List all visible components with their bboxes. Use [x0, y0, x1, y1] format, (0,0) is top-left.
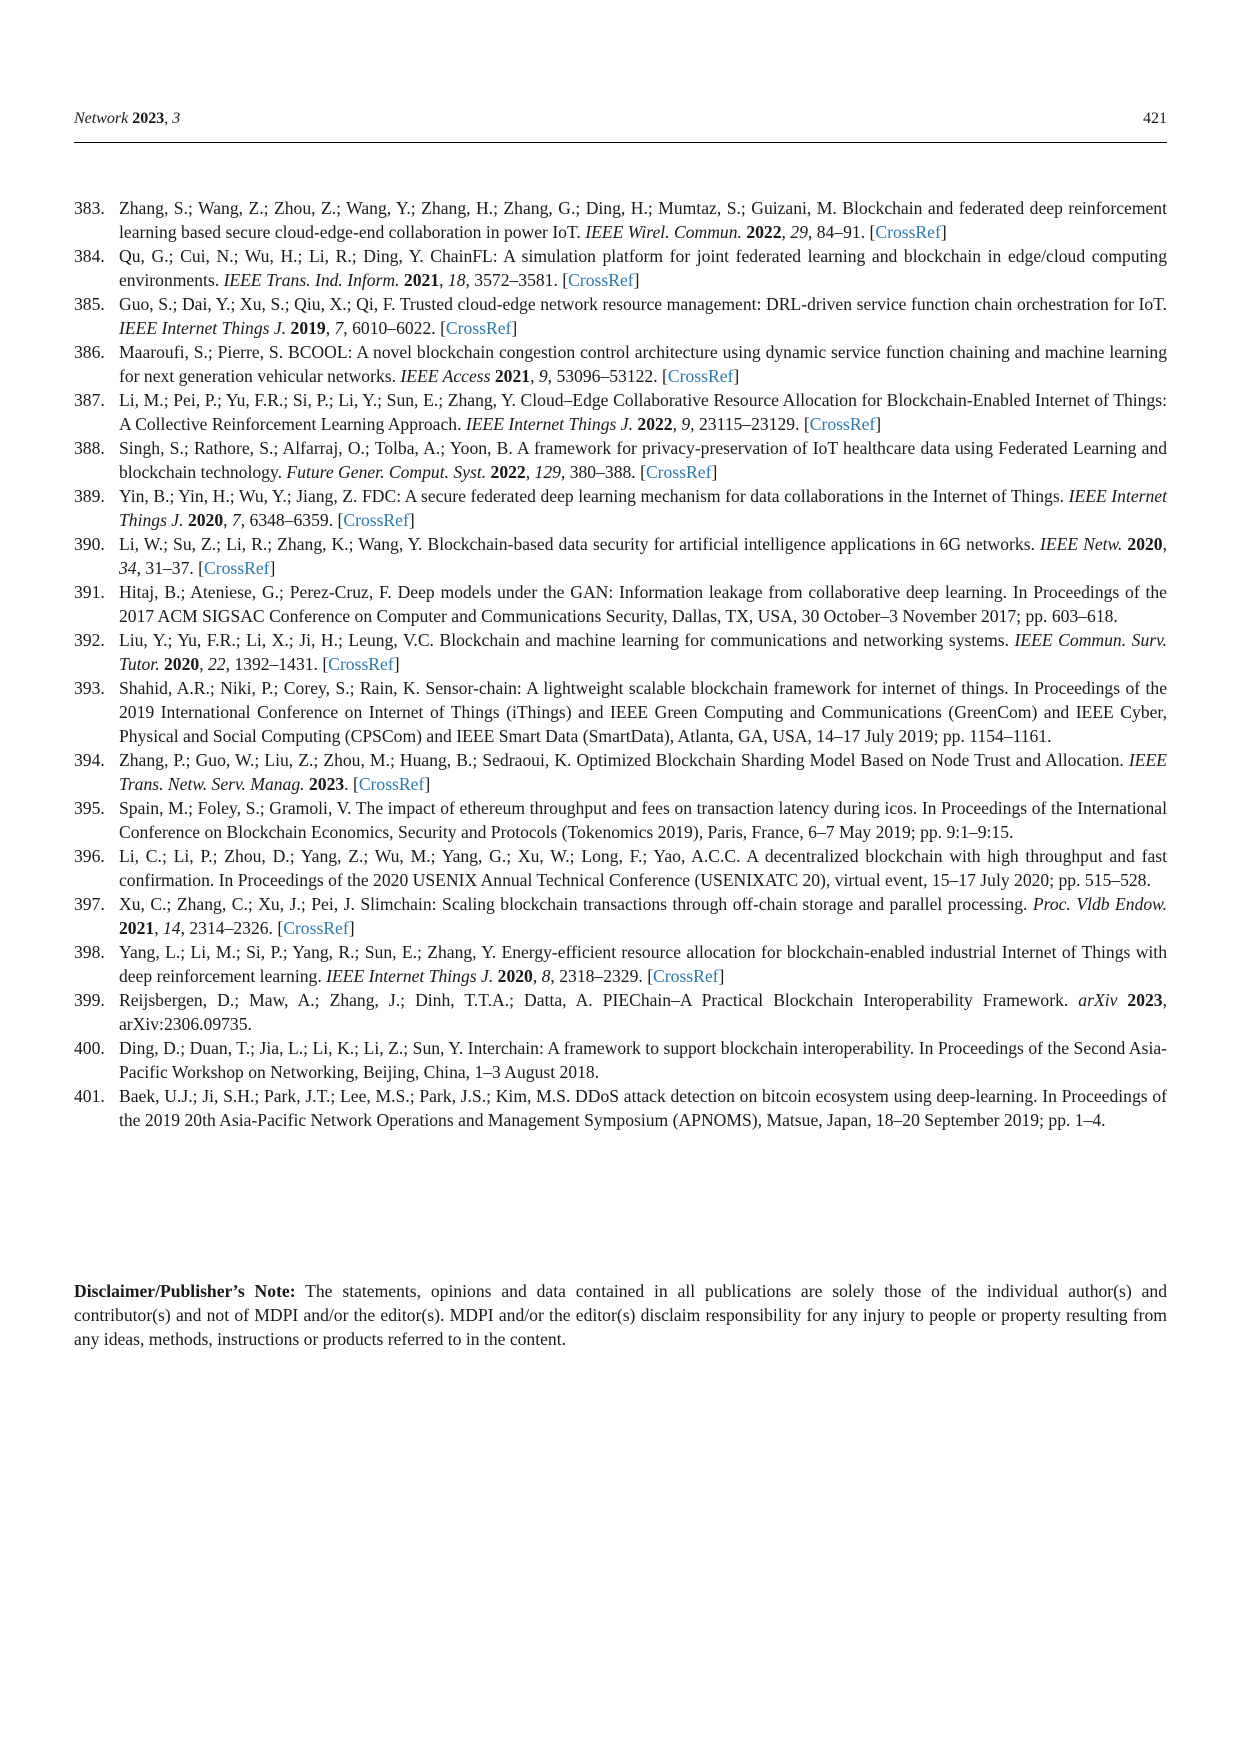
reference-segment: ,	[532, 966, 542, 986]
reference-italic: 14	[162, 918, 181, 938]
reference-year: 2020	[187, 510, 224, 530]
reference-segment: ,	[154, 918, 163, 938]
reference-segment: Singh, S.; Rathore, S.; Alfarraj, O.; Tolba, A.; Yoon, B. A framework for privacy-preservation of IoT healthcare data using Federated Learning and blockchain technology.	[119, 438, 1167, 482]
reference-item	[74, 196, 1167, 244]
reference-segment: ,	[525, 462, 535, 482]
reference-number: 400.	[74, 1038, 105, 1058]
reference-italic: IEEE Trans. Netw. Serv. Manag.	[119, 750, 1167, 794]
reference-text	[119, 748, 1167, 796]
reference-number: 398.	[74, 942, 105, 962]
reference-segment: Xu, C.; Zhang, C.; Xu, J.; Pei, J. Slimchain: Scaling blockchain transactions through off-chain storage and parallel processing.	[119, 894, 1033, 914]
reference-segment: , 2318–2329. [	[550, 966, 654, 986]
crossref-link[interactable]: CrossRef	[667, 366, 734, 386]
reference-item	[74, 484, 1167, 532]
reference-italic: IEEE Internet Things J.	[465, 414, 633, 434]
reference-segment: ,	[1162, 534, 1167, 554]
crossref-link[interactable]: CrossRef	[343, 510, 409, 530]
reference-segment: ]	[511, 318, 518, 338]
reference-number: 386.	[74, 342, 105, 362]
reference-segment: Liu, Y.; Yu, F.R.; Li, X.; Ji, H.; Leung, V.C. Blockchain and machine learning for communications and networking systems.	[119, 630, 1015, 650]
reference-italic: Future Gener. Comput. Syst.	[286, 462, 487, 482]
reference-italic: 7	[231, 510, 241, 530]
reference-item	[74, 796, 1167, 844]
reference-year: 2021	[494, 366, 531, 386]
reference-item	[74, 340, 1167, 388]
crossref-link[interactable]: CrossRef	[328, 654, 394, 674]
reference-item	[74, 1036, 1167, 1084]
reference-segment	[1117, 990, 1127, 1010]
disclaimer-label: Disclaimer/Publisher’s Note:	[74, 1281, 296, 1301]
reference-item	[74, 1084, 1167, 1132]
reference-segment: Ding, D.; Duan, T.; Jia, L.; Li, K.; Li, Z.; Sun, Y. Interchain: A framework to support blockchain interoperability. In Proceedings of the Second Asia-Pacific Workshop on Networking, Beijing, China, 1–3 August 2018.	[119, 1038, 1167, 1082]
reference-text	[119, 436, 1167, 484]
reference-segment: ]	[408, 510, 415, 530]
reference-italic: 29	[790, 222, 808, 242]
reference-segment: Li, C.; Li, P.; Zhou, D.; Yang, Z.; Wu, M.; Yang, G.; Xu, W.; Long, F.; Yao, A.C.C. A decentralized blockchain with high throughput and fast confirmation. In Proceedings of the 2020 USENIX Annual Technical Conference (USENIXATC 20), virtual event, 15–17 July 2020; pp. 515–528.	[119, 846, 1167, 890]
crossref-link[interactable]: CrossRef	[358, 774, 425, 794]
reference-italic: 22	[207, 654, 226, 674]
reference-item	[74, 436, 1167, 484]
reference-segment: , 380–388. [	[560, 462, 646, 482]
crossref-link[interactable]: CrossRef	[445, 318, 512, 338]
reference-segment: Yin, B.; Yin, H.; Wu, Y.; Jiang, Z. FDC: A secure federated deep learning mechanism for data collaborations in the Internet of Things.	[119, 486, 1069, 506]
reference-segment: ]	[633, 270, 640, 290]
reference-year: 2020	[497, 966, 533, 986]
reference-item	[74, 580, 1167, 628]
reference-text	[119, 532, 1167, 580]
reference-item	[74, 892, 1167, 940]
page-number: 421	[1143, 110, 1167, 127]
reference-year: 2022	[490, 462, 526, 482]
reference-italic: 129	[534, 462, 561, 482]
reference-number: 397.	[74, 894, 105, 914]
reference-item	[74, 940, 1167, 988]
reference-text	[119, 796, 1167, 844]
reference-number: 388.	[74, 438, 105, 458]
reference-year: 2021	[119, 918, 155, 938]
reference-segment: Zhang, S.; Wang, Z.; Zhou, Z.; Wang, Y.; Zhang, H.; Zhang, G.; Ding, H.; Mumtaz, S.; Guizani, M. Blockchain and federated deep reinforcement learning based secure cloud-edge-end collaboration in power IoT.	[119, 198, 1167, 242]
reference-italic: IEEE Internet Things J.	[119, 486, 1167, 530]
reference-number: 393.	[74, 678, 105, 698]
reference-text	[119, 196, 1167, 244]
reference-year: 2022	[637, 414, 673, 434]
journal-year: 2023	[132, 110, 165, 127]
reference-segment: Hitaj, B.; Ateniese, G.; Perez-Cruz, F. Deep models under the GAN: Information leakage from collaborative deep learning. In Proceedings of the 2017 ACM SIGSAC Conference on Computer and Communications Security, Dallas, TX, USA, 30 October–3 November 2017; pp. 603–618.	[119, 582, 1167, 626]
reference-segment: Maaroufi, S.; Pierre, S. BCOOL: A novel blockchain congestion control architecture using dynamic service function chaining and machine learning for next generation vehicular networks.	[119, 342, 1167, 386]
crossref-link[interactable]: CrossRef	[875, 222, 941, 242]
reference-item	[74, 676, 1167, 748]
reference-segment: ,	[781, 222, 791, 242]
reference-number: 396.	[74, 846, 105, 866]
reference-italic: 7	[334, 318, 344, 338]
reference-number: 387.	[74, 390, 105, 410]
reference-number: 392.	[74, 630, 105, 650]
reference-year: 2020	[1127, 534, 1163, 554]
reference-segment: , 2314–2326. [	[180, 918, 284, 938]
reference-text	[119, 988, 1167, 1036]
reference-segment: ]	[733, 366, 740, 386]
reference-text	[119, 676, 1167, 748]
reference-text	[119, 484, 1167, 532]
reference-segment: ]	[393, 654, 400, 674]
reference-italic: 34	[119, 558, 137, 578]
reference-text	[119, 892, 1167, 940]
reference-segment: ]	[940, 222, 947, 242]
reference-segment: ]	[424, 774, 431, 794]
reference-text	[119, 388, 1167, 436]
reference-segment: Shahid, A.R.; Niki, P.; Corey, S.; Rain, K. Sensor-chain: A lightweight scalable blockchain framework for internet of things. In Proceedings of the 2019 International Conference on Internet of Things (iThings) and IEEE Green Computing and Communications (GreenCom) and IEEE Cyber, Physical and Social Computing (CPSCom) and IEEE Smart Data (SmartData), Atlanta, GA, USA, 14–17 July 2019; pp. 1154–1161.	[119, 678, 1167, 746]
reference-segment: , 6010–6022. [	[343, 318, 446, 338]
disclaimer-text: The statements, opinions and data contained in all publications are solely those of the individual author(s) and contributor(s) and not of MDPI and/or the editor(s). MDPI and/or the editor(s) disclaim responsibility for any injury to people or property resulting from any ideas, methods, instructions or products referred to in the content.	[74, 1281, 1168, 1349]
reference-segment: , 84–91. [	[807, 222, 876, 242]
reference-item	[74, 988, 1167, 1036]
reference-segment: . [	[344, 774, 359, 794]
reference-segment: , 31–37. [	[136, 558, 205, 578]
reference-italic: 9	[538, 366, 548, 386]
reference-italic: Proc. Vldb Endow.	[1032, 894, 1167, 914]
reference-segment: Reijsbergen, D.; Maw, A.; Zhang, J.; Dinh, T.T.A.; Datta, A. PIEChain–A Practical Blockchain Interoperability Framework.	[119, 990, 1079, 1010]
reference-segment: ,	[439, 270, 448, 290]
reference-text	[119, 340, 1167, 388]
crossref-link[interactable]: CrossRef	[645, 462, 712, 482]
reference-year: 2023	[308, 774, 345, 794]
journal-citation: Network 2023, 3	[74, 110, 181, 127]
reference-segment: Qu, G.; Cui, N.; Wu, H.; Li, R.; Ding, Y. ChainFL: A simulation platform for joint federated learning and blockchain in edge/cloud computing environments.	[119, 246, 1167, 290]
reference-segment: Baek, U.J.; Ji, S.H.; Park, J.T.; Lee, M.S.; Park, J.S.; Kim, M.S. DDoS attack detection on bitcoin ecosystem using deep-learning. In Proceedings of the 2019 20th Asia-Pacific Network Operations and Management Symposium (APNOMS), Matsue, Japan, 18–20 September 2019; pp. 1–4.	[119, 1086, 1167, 1130]
crossref-link[interactable]: CrossRef	[283, 918, 349, 938]
reference-number: 390.	[74, 534, 105, 554]
reference-number: 389.	[74, 486, 105, 506]
reference-italic: IEEE Access	[400, 366, 491, 386]
reference-year: 2021	[403, 270, 440, 290]
reference-italic: IEEE Internet Things J.	[326, 966, 494, 986]
reference-segment: ]	[711, 462, 718, 482]
reference-item	[74, 292, 1167, 340]
reference-text	[119, 580, 1167, 628]
reference-segment: , 23115–23129. [	[690, 414, 810, 434]
reference-segment: ,	[530, 366, 539, 386]
crossref-link[interactable]: CrossRef	[809, 414, 876, 434]
reference-italic: IEEE Netw.	[1039, 534, 1123, 554]
reference-number: 391.	[74, 582, 105, 602]
crossref-link[interactable]: CrossRef	[204, 558, 270, 578]
reference-text	[119, 292, 1167, 340]
reference-segment: Spain, M.; Foley, S.; Gramoli, V. The impact of ethereum throughput and fees on transaction latency during icos. In Proceedings of the International Conference on Blockchain Economics, Security and Protocols (Tokenomics 2019), Paris, France, 6–7 May 2019; pp. 9:1–9:15.	[119, 798, 1167, 842]
reference-italic: IEEE Trans. Ind. Inform.	[223, 270, 400, 290]
reference-segment: , 1392–1431. [	[225, 654, 329, 674]
reference-italic: IEEE Internet Things J.	[119, 318, 287, 338]
reference-item	[74, 628, 1167, 676]
page-header	[74, 110, 1167, 128]
crossref-link[interactable]: CrossRef	[568, 270, 634, 290]
crossref-link[interactable]: CrossRef	[653, 966, 719, 986]
reference-number: 385.	[74, 294, 105, 314]
reference-year: 2023	[1127, 990, 1163, 1010]
reference-segment: ]	[348, 918, 355, 938]
reference-italic: arXiv	[1078, 990, 1118, 1010]
reference-segment: , 53096–53122. [	[547, 366, 668, 386]
reference-segment: Zhang, P.; Guo, W.; Liu, Z.; Zhou, M.; Huang, B.; Sedraoui, K. Optimized Blockchain Sharding Model Based on Node Trust and Allocation.	[119, 750, 1129, 770]
reference-number: 401.	[74, 1086, 105, 1106]
reference-italic: 18	[447, 270, 466, 290]
reference-item	[74, 244, 1167, 292]
reference-italic: IEEE Wirel. Commun.	[585, 222, 742, 242]
reference-segment: ,	[672, 414, 682, 434]
reference-year: 2020	[164, 654, 200, 674]
reference-segment: Yang, L.; Li, M.; Si, P.; Yang, R.; Sun, E.; Zhang, Y. Energy-efficient resource allocation for blockchain-enabled industrial Internet of Things with deep reinforcement learning.	[119, 942, 1167, 986]
reference-italic: 9	[681, 414, 691, 434]
reference-italic: IEEE Commun. Surv. Tutor.	[119, 630, 1167, 674]
reference-item	[74, 532, 1167, 580]
reference-number: 384.	[74, 246, 105, 266]
reference-segment: ]	[875, 414, 882, 434]
reference-segment: , 3572–3581. [	[465, 270, 569, 290]
reference-text	[119, 244, 1167, 292]
reference-list	[74, 196, 1167, 1132]
reference-number: 383.	[74, 198, 105, 218]
reference-segment: Guo, S.; Dai, Y.; Xu, S.; Qiu, X.; Qi, F. Trusted cloud-edge network resource management: DRL-driven service function chain orchestration for IoT.	[119, 294, 1167, 314]
reference-segment: ,	[223, 510, 232, 530]
reference-year: 2022	[746, 222, 782, 242]
reference-segment: Li, W.; Su, Z.; Li, R.; Zhang, K.; Wang, Y. Blockchain-based data security for artificial intelligence applications in 6G networks.	[119, 534, 1040, 554]
reference-text	[119, 940, 1167, 988]
reference-year: 2019	[290, 318, 326, 338]
reference-number: 399.	[74, 990, 105, 1010]
reference-segment: ]	[718, 966, 725, 986]
reference-text	[119, 1036, 1167, 1084]
reference-segment: Li, M.; Pei, P.; Yu, F.R.; Si, P.; Li, Y.; Sun, E.; Zhang, Y. Cloud–Edge Collaborative Resource Allocation for Blockchain-Enabled Internet of Things: A Collective Reinforcement Learning Approach.	[119, 390, 1167, 434]
reference-item	[74, 748, 1167, 796]
reference-segment: , 6348–6359. [	[240, 510, 344, 530]
reference-segment: , arXiv:2306.09735.	[119, 990, 1167, 1034]
reference-segment: ,	[325, 318, 335, 338]
reference-item	[74, 844, 1167, 892]
reference-segment: ,	[199, 654, 208, 674]
header-rule	[74, 142, 1167, 143]
reference-text	[119, 628, 1167, 676]
reference-number: 394.	[74, 750, 105, 770]
reference-text	[119, 844, 1167, 892]
reference-italic: 8	[541, 966, 551, 986]
journal-volume: 3	[172, 110, 181, 127]
reference-number: 395.	[74, 798, 105, 818]
journal-name: Network	[74, 110, 129, 127]
reference-segment: ]	[269, 558, 276, 578]
disclaimer	[74, 1279, 1167, 1351]
reference-item	[74, 388, 1167, 436]
reference-text	[119, 1084, 1167, 1132]
